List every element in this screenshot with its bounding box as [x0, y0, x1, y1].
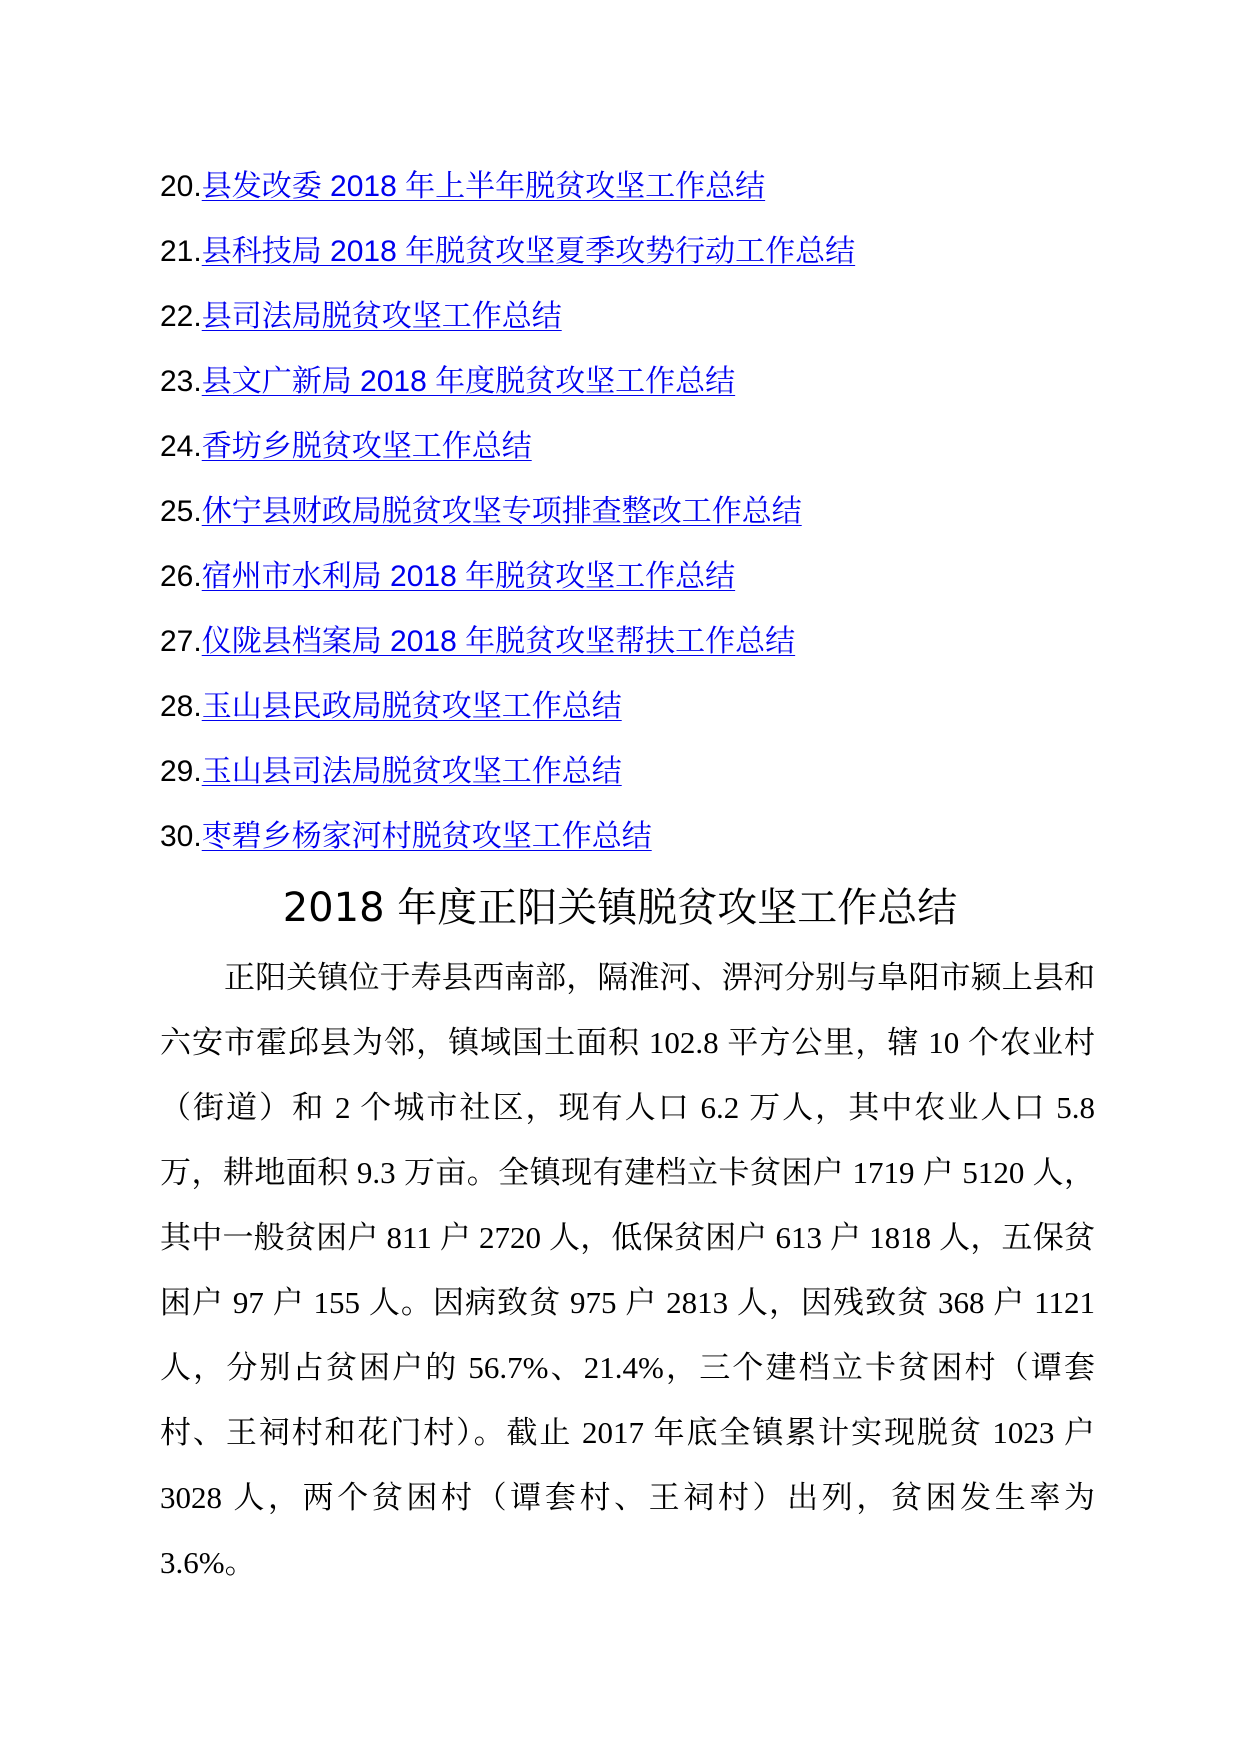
table-of-contents: [160, 167, 1160, 882]
toc-link[interactable]: 县发改委 2018 年上半年脱贫攻坚工作总结: [201, 170, 766, 203]
toc-link[interactable]: 香坊乡脱贫攻坚工作总结: [201, 430, 532, 463]
toc-item-number: 23.: [160, 365, 202, 398]
toc-item-21: [160, 232, 1160, 297]
toc-item-23: [160, 362, 1160, 427]
toc-link[interactable]: 玉山县民政局脱贫攻坚工作总结: [201, 690, 622, 723]
toc-item-number: 21.: [160, 235, 202, 268]
toc-item-number: 25.: [160, 495, 202, 528]
body-paragraph: 正阳关镇位于寿县西南部，隔淮河、淠河分别与阜阳市颍上县和六安市霍邱县为邻，镇域国土面积 102.8 平方公里，辖 10 个农业村（街道）和 2 个城市社区，现有人口 6.2 万人，其中农业人口 5.8 万，耕地面积 9.3 万亩。全镇现有建档立卡贫困户 1719 户 5120 人，其中一般贫困户 811 户 2720 人，低保贫困户 613 户 1818 人，五保贫困户 97 户 155 人。因病致贫 975 户 2813 人，因残致贫 368 户 1121 人，分别占贫困户的 56.7%、21.4%，三个建档立卡贫困村（谭套村、王祠村和花门村）。截止 2017 年底全镇累计实现脱贫 1023 户 3028 人，两个贫困村（谭套村、王祠村）出列，贫困发生率为 3.6%。: [160, 960, 1095, 1580]
document-title: 2018 年度正阳关镇脱贫攻坚工作总结: [282, 885, 958, 931]
toc-item-29: [160, 752, 1160, 817]
toc-item-number: 26.: [160, 560, 202, 593]
toc-item-number: 30.: [160, 820, 202, 853]
toc-item-number: 28.: [160, 690, 202, 723]
toc-item-24: [160, 427, 1160, 492]
toc-item-25: [160, 492, 1160, 557]
toc-item-number: 24.: [160, 430, 202, 463]
toc-item-27: [160, 622, 1160, 687]
toc-link[interactable]: 县科技局 2018 年脱贫攻坚夏季攻势行动工作总结: [201, 235, 856, 268]
toc-item-number: 22.: [160, 300, 202, 333]
toc-link[interactable]: 县司法局脱贫攻坚工作总结: [201, 300, 562, 333]
toc-link[interactable]: 玉山县司法局脱贫攻坚工作总结: [201, 755, 622, 788]
toc-item-number: 29.: [160, 755, 202, 788]
toc-item-26: [160, 557, 1160, 622]
toc-link[interactable]: 宿州市水利局 2018 年脱贫攻坚工作总结: [201, 560, 736, 593]
toc-link[interactable]: 仪陇县档案局 2018 年脱贫攻坚帮扶工作总结: [201, 625, 796, 658]
toc-item-22: [160, 297, 1160, 362]
toc-item-30: [160, 817, 1160, 882]
toc-link[interactable]: 枣碧乡杨家河村脱贫攻坚工作总结: [201, 820, 652, 853]
toc-item-28: [160, 687, 1160, 752]
toc-link[interactable]: 休宁县财政局脱贫攻坚专项排查整改工作总结: [201, 495, 802, 528]
toc-item-number: 27.: [160, 625, 202, 658]
toc-item-20: [160, 167, 1160, 232]
toc-link[interactable]: 县文广新局 2018 年度脱贫攻坚工作总结: [201, 365, 736, 398]
toc-item-number: 20.: [160, 170, 202, 203]
